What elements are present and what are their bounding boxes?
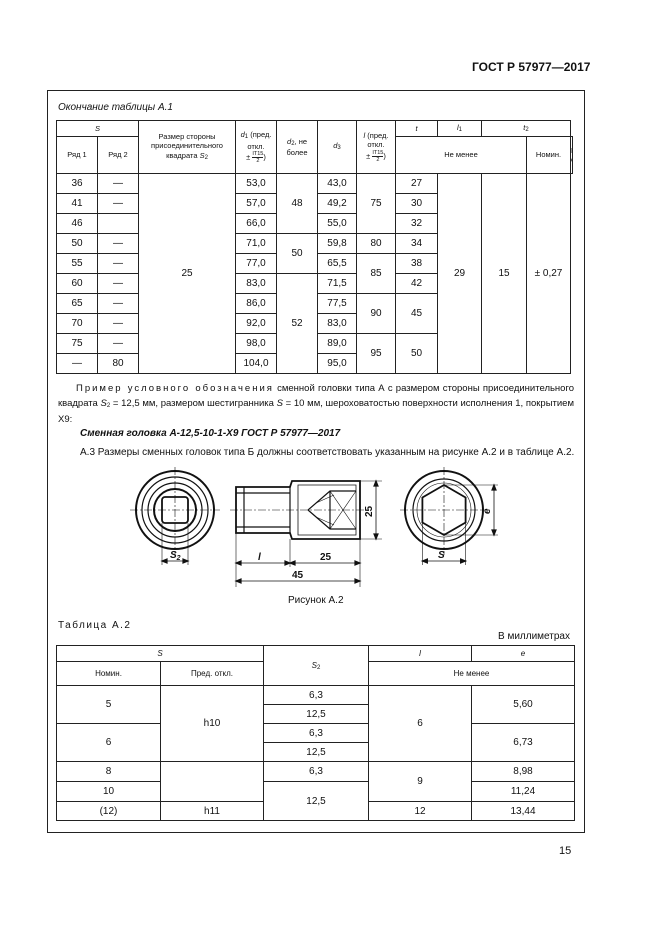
cell: 27	[396, 174, 438, 194]
figure-a2-drawing	[120, 465, 540, 593]
cell: 12,5	[264, 782, 369, 821]
label-25-side: 25	[364, 505, 375, 517]
table-row	[57, 762, 575, 782]
col-t2-header: t2	[482, 121, 571, 137]
cell: 71,5	[318, 274, 357, 294]
cell: (12)	[57, 802, 161, 821]
designation-example-paragraph: Пример условного обозначения сменной головки типа А с размером стороны присоединительного квадрата S2 = 12,5 мм, размером шестигранника S = 10 мм, шероховатостью поверхности исполнения 1, покрытием Х9:	[58, 383, 575, 425]
row2-header: Ряд 2	[98, 137, 139, 174]
t2-col-s2-header: S2	[264, 646, 369, 686]
col-l-header: l (пред. откл. ± $\frac{IT15}{2}$ )	[357, 121, 396, 174]
cell: 55,0	[318, 214, 357, 234]
cell: 86,0	[236, 294, 277, 314]
col-d3-header: d3	[318, 121, 357, 174]
cell: —	[57, 354, 98, 374]
cell: 70	[57, 314, 98, 334]
cell: 45	[396, 294, 438, 334]
cell: 6,73	[472, 724, 575, 762]
table-a2	[56, 645, 575, 821]
col-l1-header: l1	[438, 121, 482, 137]
t2-nom-header: Номин.	[57, 662, 161, 686]
table-row	[57, 174, 573, 194]
cell: 77,5	[318, 294, 357, 314]
label-e: e	[482, 508, 493, 514]
cell: 10	[57, 782, 161, 802]
cell: 89,0	[318, 334, 357, 354]
table-a1	[56, 120, 573, 374]
side-view-body	[230, 481, 382, 587]
cell	[98, 214, 139, 234]
cell-l1-merged: 29	[438, 174, 482, 374]
t2-col-s-header: S	[57, 646, 264, 662]
t2-not-less-header: Не менее	[369, 662, 575, 686]
cell-d2: 52	[277, 274, 318, 374]
t2-tol-header	[571, 137, 573, 174]
cell: 75	[57, 334, 98, 354]
cell: 38	[396, 254, 438, 274]
cell: 43,0	[318, 174, 357, 194]
cell: 95,0	[318, 354, 357, 374]
cell: 8,98	[472, 762, 575, 782]
row1-header: Ряд 1	[57, 137, 98, 174]
cell: 77,0	[236, 254, 277, 274]
label-s: S	[438, 550, 445, 561]
cell: 12,5	[264, 743, 369, 762]
cell: 92,0	[236, 314, 277, 334]
cell: 12,5	[264, 705, 369, 724]
label-s2: $S_2$	[170, 550, 181, 562]
col-d1-header: d1 (пред. откл. ± $\frac{IT15}{2}$ )	[236, 121, 277, 174]
col-s2-header: Размер стороны присоединительного квадрата S2	[139, 121, 236, 174]
label-25-bottom: 25	[320, 552, 332, 563]
cell-l: 6	[369, 686, 472, 762]
label-l: l	[258, 552, 261, 563]
cell: 98,0	[236, 334, 277, 354]
cell-l: 9	[369, 762, 472, 802]
page-number: 15	[559, 845, 572, 857]
t2-col-l-header: l	[369, 646, 472, 662]
cell: 5,60	[472, 686, 575, 724]
figure-caption: Рисунок А.2	[288, 595, 344, 606]
cell: 30	[396, 194, 438, 214]
cell: 50	[396, 334, 438, 374]
designation-example: Сменная головка А-12,5-10-1-Х9 ГОСТ Р 57977—2017	[80, 428, 341, 439]
cell: 55	[57, 254, 98, 274]
col-s-header: S	[57, 121, 139, 137]
cell: 104,0	[236, 354, 277, 374]
cell: 6,3	[264, 762, 369, 782]
cell-tol-h10: h10	[161, 686, 264, 762]
cell-t2-tol-merged: ± 0,27	[527, 174, 571, 374]
cell-s2-merged: 25	[139, 174, 236, 374]
label-45: 45	[292, 570, 304, 581]
cell-l: 12	[369, 802, 472, 821]
cell: —	[98, 314, 139, 334]
cell: 53,0	[236, 174, 277, 194]
cell: 11,24	[472, 782, 575, 802]
cell: 83,0	[236, 274, 277, 294]
cell: —	[98, 334, 139, 354]
cell: 59,8	[318, 234, 357, 254]
table-a1-caption: Окончание таблицы А.1	[58, 102, 173, 113]
cell-tol-empty	[161, 762, 264, 802]
t2-tol-header: Пред. откл.	[161, 662, 264, 686]
clause-a3: А.3 Размеры сменных головок типа Б должны соответствовать указанным на рисунке А.2 и в таблице А.2.	[80, 447, 575, 458]
document-code: ГОСТ Р 57977—2017	[472, 60, 591, 74]
cell: 50	[57, 234, 98, 254]
cell: 65	[57, 294, 98, 314]
col-t-header: t	[396, 121, 438, 137]
table-row	[57, 782, 575, 802]
cell: 34	[396, 234, 438, 254]
right-view-hexagon	[400, 467, 498, 565]
t2-col-e-header: e	[472, 646, 575, 662]
cell: 80	[98, 354, 139, 374]
cell-d2: 48	[277, 174, 318, 234]
table-row	[57, 686, 575, 705]
cell-tol-h11: h11	[161, 802, 264, 821]
cell: 13,44	[472, 802, 575, 821]
cell-l: 80	[357, 234, 396, 254]
cell: 83,0	[318, 314, 357, 334]
cell: 6	[57, 724, 161, 762]
cell-d2: 50	[277, 234, 318, 274]
t2-nom-header: Номин.	[527, 137, 571, 174]
not-less-header: Не менее	[396, 137, 527, 174]
cell: 6,3	[264, 686, 369, 705]
units-label: В миллиметрах	[498, 631, 570, 642]
cell: 60	[57, 274, 98, 294]
table-row	[57, 724, 575, 743]
cell: —	[98, 254, 139, 274]
cell: 8	[57, 762, 161, 782]
cell: —	[98, 234, 139, 254]
cell: 46	[57, 214, 98, 234]
cell: 66,0	[236, 214, 277, 234]
cell: 49,2	[318, 194, 357, 214]
cell: —	[98, 294, 139, 314]
cell-l: 85	[357, 254, 396, 294]
cell: —	[98, 274, 139, 294]
cell-l: 95	[357, 334, 396, 374]
cell: 32	[396, 214, 438, 234]
table-a2-caption: Таблица А.2	[58, 620, 132, 631]
cell-l: 75	[357, 174, 396, 234]
cell: 57,0	[236, 194, 277, 214]
col-d2-header: d2, не более	[277, 121, 318, 174]
cell: 41	[57, 194, 98, 214]
cell: 36	[57, 174, 98, 194]
cell: 6,3	[264, 724, 369, 743]
cell: 42	[396, 274, 438, 294]
cell: 65,5	[318, 254, 357, 274]
cell-l: 90	[357, 294, 396, 334]
cell: —	[98, 194, 139, 214]
cell-t2-nom-merged: 15	[482, 174, 527, 374]
cell: 5	[57, 686, 161, 724]
cell: 71,0	[236, 234, 277, 254]
cell: —	[98, 174, 139, 194]
